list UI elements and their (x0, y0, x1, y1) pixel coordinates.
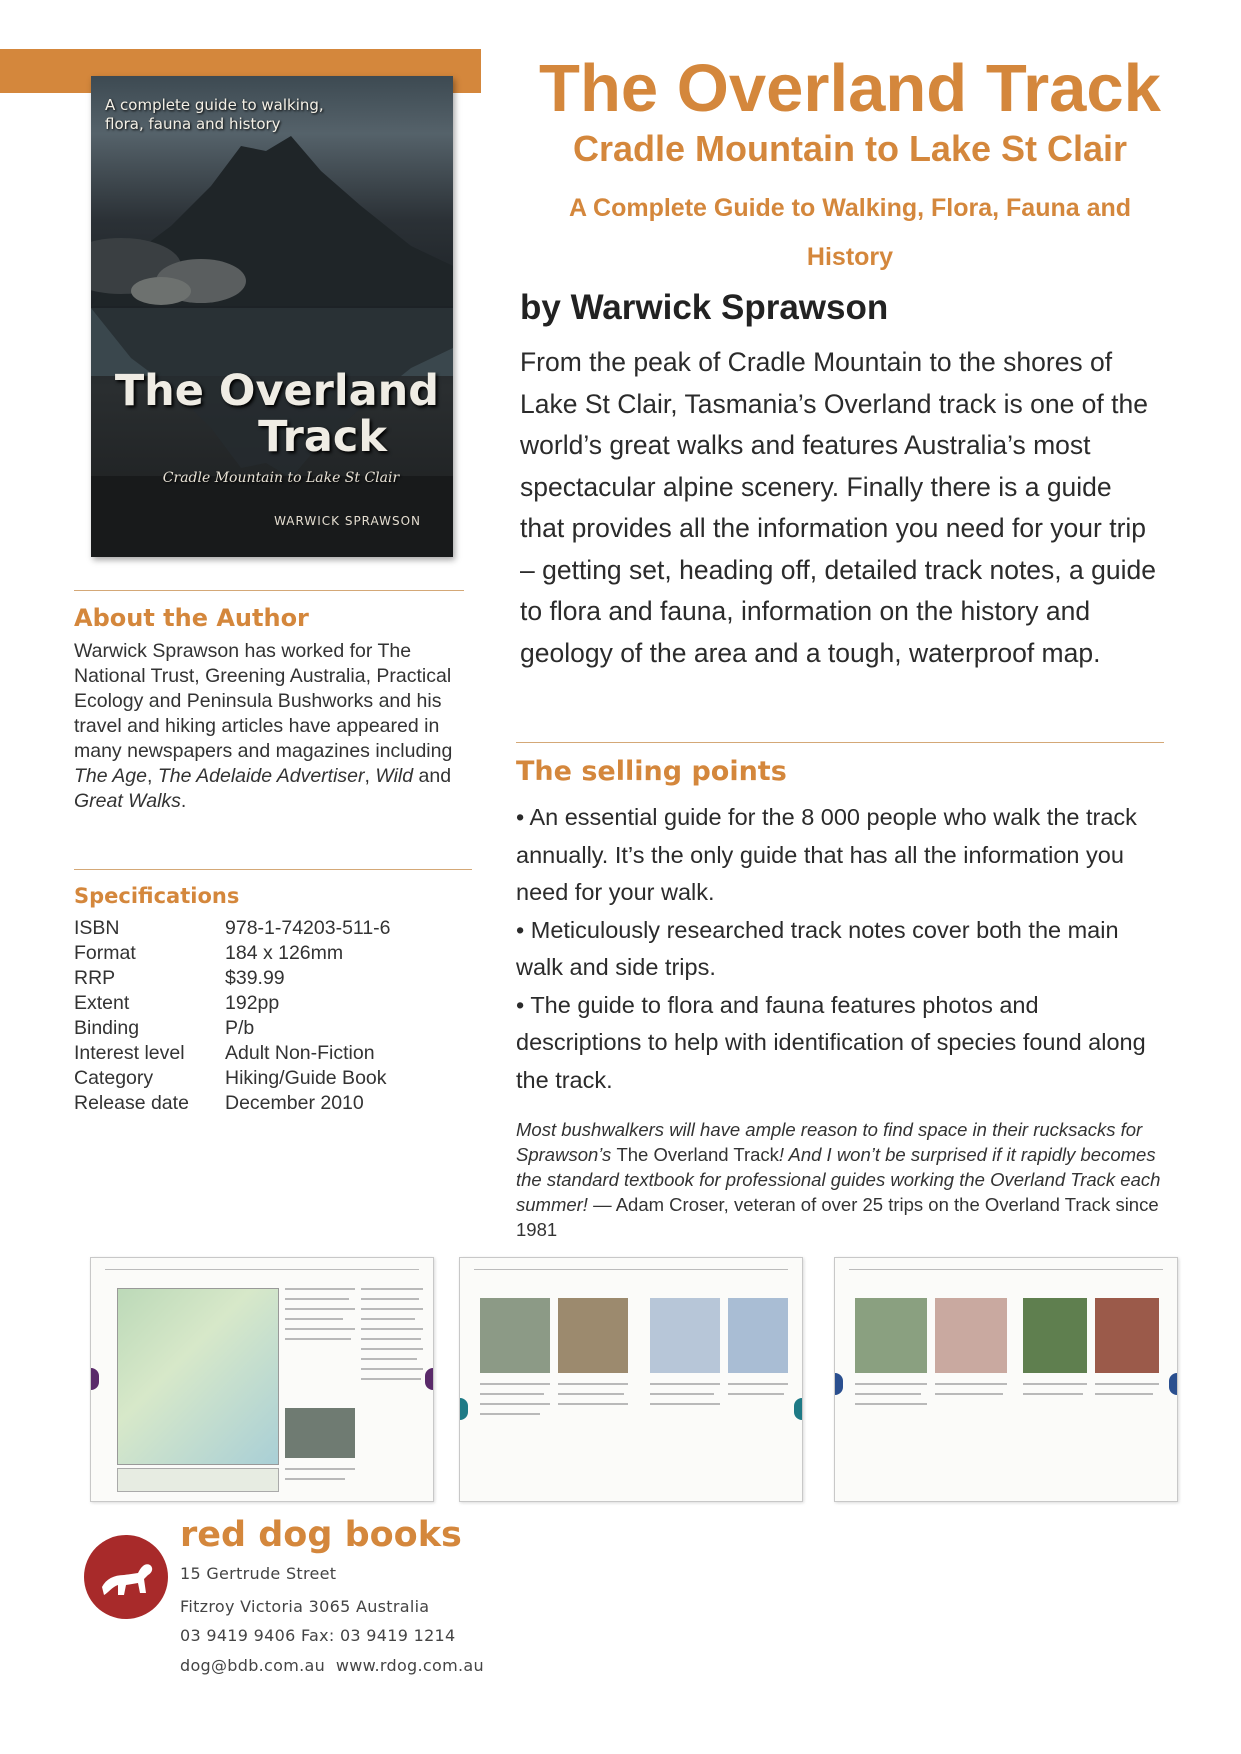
red-dog-logo-icon (84, 1535, 168, 1619)
quote-book-title: The Overland Track (616, 1144, 779, 1165)
spec-value: 192pp (225, 992, 280, 1014)
list-item: • An essential guide for the 8 000 people who walk the track annually. It’s the only guide that has all the information you need for your walk. (516, 804, 1137, 905)
cover-title-line1: The Overland (114, 366, 439, 416)
sample-map-image (117, 1288, 279, 1465)
separator: , (364, 765, 376, 787)
publication-name: The Adelaide Advertiser (157, 765, 365, 787)
author-bio (74, 639, 464, 814)
book-cover (91, 76, 453, 557)
spec-label: Release date (74, 1092, 189, 1114)
separator: and (413, 765, 452, 787)
spec-row (74, 966, 391, 991)
sample-elevation-profile (117, 1468, 279, 1492)
list-item: • Meticulously researched track notes cover both the main walk and side trips. (516, 916, 1119, 980)
quote-text: ! And I won’t be surprised if it rapidly becomes the standard textbook for professional guides working the Overland Track each summer! (516, 1144, 1161, 1215)
list-item: • The guide to flora and fauna features photos and descriptions to help with identification of species found along the track. (516, 991, 1146, 1093)
spec-value: 184 x 126mm (225, 942, 344, 964)
spec-value: Adult Non-Fiction (225, 1042, 375, 1064)
spec-row (74, 1091, 391, 1116)
page-title: The Overland Track (539, 51, 1161, 126)
spec-label: ISBN (74, 917, 120, 939)
spec-label: RRP (74, 967, 116, 989)
spec-label: Format (74, 942, 136, 964)
divider (74, 869, 472, 870)
separator: , (147, 765, 158, 787)
quote-text: Most bushwalkers will have ample reason to find space in their rucksacks for Sprawson’s (516, 1119, 1143, 1165)
cover-title-line2: Track (258, 412, 387, 462)
selling-heading: The selling points (516, 756, 787, 787)
sample-spread-map (90, 1257, 434, 1502)
spec-value: Hiking/Guide Book (225, 1067, 387, 1089)
author-bio-text: Warwick Sprawson has worked for The National Trust, Greening Australia, Practical Ecology and Peninsula Bushworks and his travel and hiking articles have appeared in many newspapers and magazines including (74, 640, 453, 762)
spec-value: December 2010 (225, 1092, 364, 1114)
publication-name: Wild (375, 765, 414, 787)
about-heading: About the Author (74, 604, 309, 632)
cover-title (99, 368, 439, 460)
byline: by Warwick Sprawson (520, 288, 889, 327)
blurb: From the peak of Cradle Mountain to the shores of Lake St Clair, Tasmania’s Overland track is one of the world’s great walks and features Australia’s most spectacular alpine scenery. Finally there is a guide that provides all the information you need for your trip – getting set, heading off, detailed track notes, a guide to flora and fauna, information on the history and geology of the area and a tough, waterproof map. (520, 347, 1156, 668)
spec-label: Binding (74, 1017, 140, 1039)
spec-row (74, 1041, 391, 1066)
sample-spread-fauna (459, 1257, 803, 1502)
publisher-web: dog@bdb.com.au www.rdog.com.au (180, 1656, 484, 1675)
publisher-street: 15 Gertrude Street (180, 1564, 337, 1583)
spec-row (74, 1066, 391, 1091)
specs-table (74, 916, 391, 1116)
spec-value: 978-1-74203-511-6 (225, 917, 391, 939)
spec-value: P/b (225, 1017, 255, 1039)
cover-subtitle: Cradle Mountain to Lake St Clair (162, 470, 400, 486)
cover-author: WARWICK SPRAWSON (274, 514, 421, 528)
specs-heading: Specifications (74, 884, 240, 908)
publication-name: Great Walks (74, 790, 181, 812)
spec-row (74, 991, 391, 1016)
spec-row (74, 941, 391, 966)
divider (516, 742, 1164, 743)
spec-row (74, 916, 391, 941)
quote-attribution: — Adam Croser, veteran of over 25 trips on the Overland Track since 1981 (516, 1194, 1159, 1240)
publisher-phone: 03 9419 9406 Fax: 03 9419 1214 (180, 1626, 456, 1645)
sample-spread-flora (834, 1257, 1178, 1502)
spec-label: Interest level (74, 1042, 185, 1064)
separator: . (180, 790, 187, 812)
publication-name: The Age (74, 765, 147, 787)
page-subtitle: Cradle Mountain to Lake St Clair (572, 128, 1128, 169)
spec-label: Category (74, 1067, 154, 1089)
spec-value: $39.99 (225, 967, 285, 989)
publisher-city: Fitzroy Victoria 3065 Australia (180, 1597, 430, 1616)
selling-points (516, 799, 1166, 1099)
spec-label: Extent (74, 992, 130, 1014)
page-tagline: A Complete Guide to Walking, Flora, Fauna and History (568, 194, 1132, 271)
review-quote (516, 1117, 1176, 1242)
publisher-name: red dog books (180, 1515, 462, 1555)
spec-row (74, 1016, 391, 1041)
cover-tagline: A complete guide to walking, flora, fauna and history (105, 96, 324, 133)
divider (74, 590, 464, 591)
